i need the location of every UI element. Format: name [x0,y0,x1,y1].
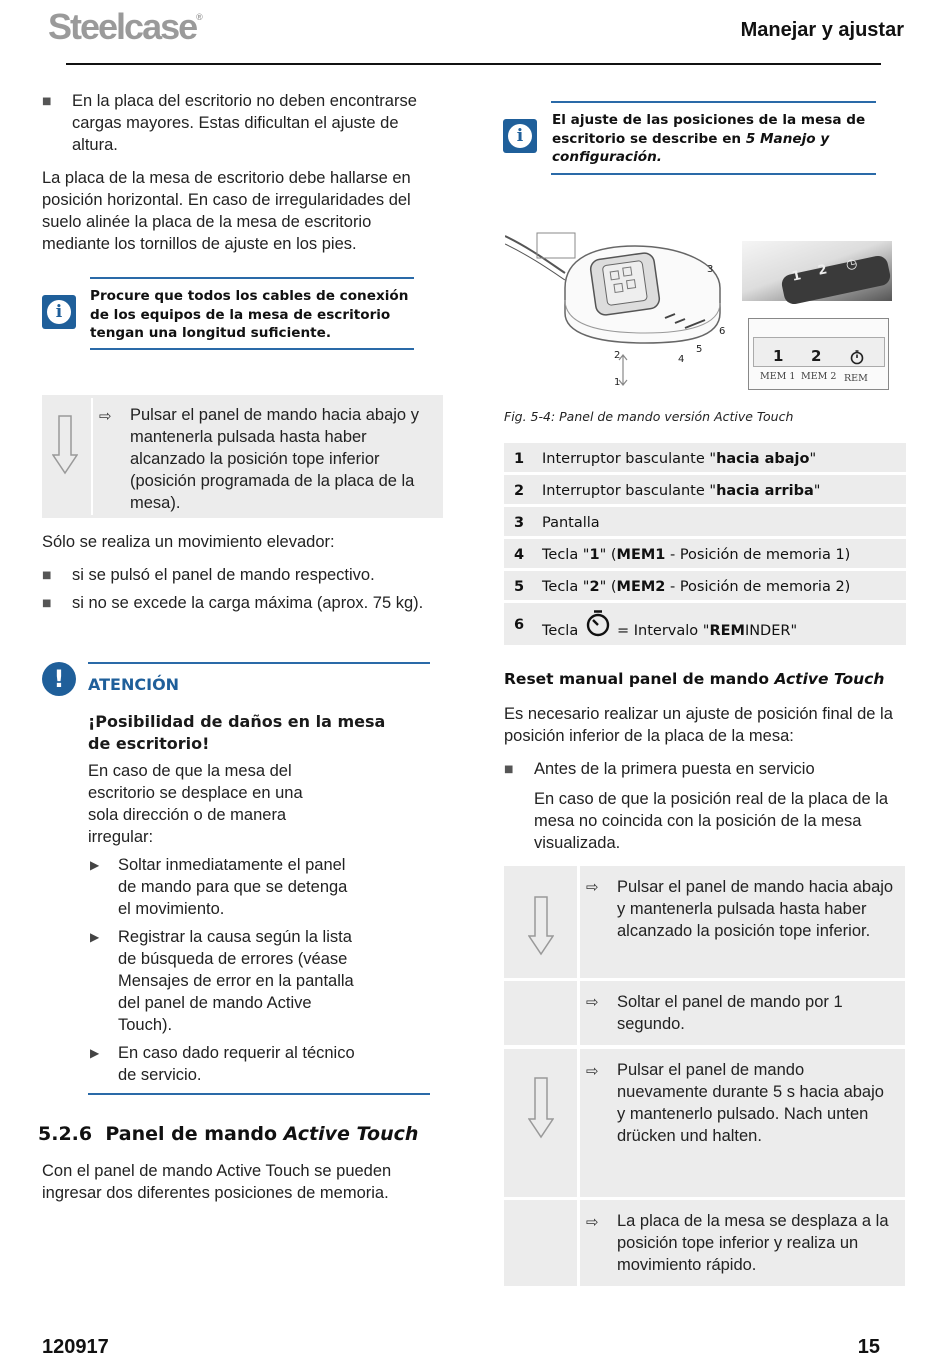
bullet-icon: ■ [42,96,52,107]
key-panel-inset [748,318,889,390]
info-icon: i [503,119,537,153]
table-row: 5 Tecla "2" (MEM2 - Posición de memoria 2) [504,571,906,603]
table-row: 2 Interruptor basculante "hacia arriba" [504,475,906,507]
arrow-symbol: ⇨ [586,1213,599,1231]
reset-heading: Reset manual panel de mando Active Touch [504,670,885,688]
photo-timer-icon: ◷ [844,255,859,274]
key-2: 2 [811,347,822,365]
warning-rule-top [88,662,430,664]
step-box [42,395,443,518]
info-note: El ajuste de las posiciones de la mesa de escritorio se describe en 5 Manejo y configuración. [552,112,866,165]
down-arrow-icon [528,896,554,956]
timer-icon [584,608,612,638]
warning-item: Soltar inmediatamente el panel de mando para que se detenga el movimiento. [118,856,348,918]
callout-6: 6 [719,326,726,337]
bullet-icon: ■ [42,570,52,581]
step-box [504,866,905,978]
table-row: 4 Tecla "1" (MEM1 - Posición de memoria 1) [504,539,906,571]
step-text: Pulsar el panel de mando nuevamente durante 5 s hacia abajo y mantenerlo pulsado. Nach unten drücken und halten. [617,1061,884,1145]
arrow-symbol: ⇨ [586,1062,599,1080]
callout-4: 4 [678,354,685,365]
page-header-title: Manejar y ajustar [740,19,904,41]
photo-inset [742,241,892,301]
step-box [504,1200,905,1286]
header-rule [66,63,881,65]
callout-5: 5 [696,344,703,355]
arrow-symbol: ⇨ [586,993,599,1011]
photo-key-1: 1 [790,268,803,285]
down-arrow-icon [52,415,78,475]
table-row: 1 Interruptor basculante "hacia abajo" [504,443,906,475]
paragraph: Sólo se realiza un movimiento elevador: [42,533,335,551]
warning-text: En caso de que la mesa del escritorio se desplace en una sola dirección o de manera irregular: [88,762,303,846]
section-heading: 5.2.6 Panel de mando Active Touch [38,1123,419,1145]
warning-icon: ! [42,662,76,696]
step-box [504,1049,905,1197]
note-rule-top [551,101,876,103]
step-text: Pulsar el panel de mando hacia abajo y mantenerla pulsada hasta haber alcanzado la posición tope inferior. [617,878,894,940]
triangle-bullet-icon: ▶ [90,858,100,872]
down-arrow-icon [528,1077,554,1139]
warning-title: ATENCIÓN [88,675,180,694]
key-label-rem: REM [844,373,868,384]
note-rule-bottom [90,348,414,350]
key-1: 1 [773,347,784,365]
step-text: La placa de la mesa se desplaza a la posición tope inferior y realiza un movimiento rápido. [617,1212,889,1274]
bullet-icon: ■ [504,764,514,775]
warning-item: Registrar la causa según la lista de búsqueda de errores (véase Mensajes de error en la pantalla del panel de mando Active Touch). [118,928,354,1034]
key-label-mem2: MEM 2 [801,371,837,382]
paragraph: En caso de que la posición real de la placa de la mesa no coincida con la posición de la mesa visualizada. [534,790,889,852]
bullet-text: Antes de la primera puesta en servicio [534,760,815,778]
arrow-symbol: ⇨ [586,878,599,896]
control-panel-figure [505,228,730,393]
callout-1: 1 [614,377,621,388]
callout-2: 2 [614,350,621,361]
page-number: 15 [857,1336,880,1358]
warning-item: En caso dado requerir al técnico de servicio. [118,1044,355,1084]
triangle-bullet-icon: ▶ [90,1046,100,1060]
table-row: 3 Pantalla [504,507,906,539]
table-row: 6 Tecla = Intervalo "REMINDER" [504,603,906,648]
callout-3: 3 [707,264,714,275]
step-text: Soltar el panel de mando por 1 segundo. [617,993,843,1033]
figure-caption: Fig. 5-4: Panel de mando versión Active Touch [504,409,794,424]
paragraph: La placa de la mesa de escritorio debe hallarse en posición horizontal. En caso de irregularidades del suelo alinée la placa de la mesa de escritorio mediante los tornillos de ajuste en los pies. [42,169,411,253]
info-icon: i [42,295,76,329]
step-box [504,981,905,1045]
timer-icon [849,349,865,365]
paragraph: Con el panel de mando Active Touch se pueden ingresar dos diferentes posiciones de memoria. [42,1162,392,1202]
bullet-text: si se pulsó el panel de mando respectivo. [72,566,375,584]
photo-key-2: 2 [816,262,829,279]
info-note: Procure que todos los cables de conexión de los equipos de la mesa de escritorio tengan una longitud suficiente. [90,288,409,341]
paragraph: Es necesario realizar un ajuste de posición final de la posición inferior de la placa de la mesa: [504,705,893,745]
triangle-bullet-icon: ▶ [90,930,100,944]
note-rule-bottom [551,173,876,175]
note-rule-top [90,277,414,279]
warning-subtitle: ¡Posibilidad de daños en la mesa de escritorio! [88,712,386,753]
step-text: Pulsar el panel de mando hacia abajo y mantenerla pulsada hasta haber alcanzado la posición tope inferior (posición programada de la placa de la mesa). [130,406,419,512]
bullet-icon: ■ [42,598,52,609]
key-label-mem1: MEM 1 [760,371,796,382]
arrow-symbol: ⇨ [99,407,112,425]
bullet-text: En la placa del escritorio no deben encontrarse cargas mayores. Estas dificultan el ajuste de altura. [72,92,417,154]
bullet-text: si no se excede la carga máxima (aprox. 75 kg). [72,594,424,612]
steelcase-logo: Steelcase® [48,6,203,47]
warning-rule-bottom [88,1093,430,1095]
document-number: 120917 [42,1336,109,1358]
